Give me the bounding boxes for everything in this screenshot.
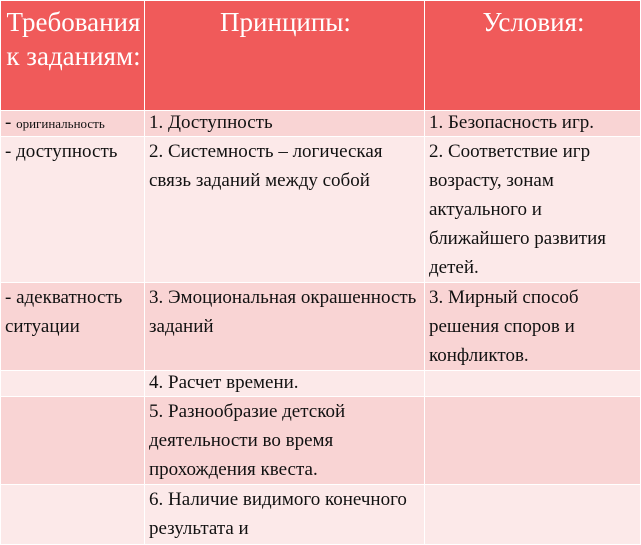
cell-requirement (1, 371, 145, 397)
header-principles: Принципы: (145, 1, 425, 111)
cell-principle: 3. Эмоциональная окрашенность заданий (145, 283, 425, 371)
cell-requirement (1, 397, 145, 485)
cell-requirement (1, 111, 145, 137)
header-conditions: Условия: (425, 1, 641, 111)
cell-principle: 2. Системность – логическая связь заданий между собой (145, 137, 425, 283)
cell-requirement: - адекватность ситуации (1, 283, 145, 371)
cell-condition: 3. Мирный способ решения споров и конфликтов. (425, 283, 641, 371)
table-row (1, 111, 641, 137)
table-row (1, 137, 641, 283)
cell-principle: 1. Доступность (145, 111, 425, 137)
cell-requirement-dash: - (5, 112, 17, 133)
cell-principle: 6. Наличие видимого конечного результата и (145, 485, 425, 545)
cell-condition (425, 485, 641, 545)
cell-condition: 2. Соответствие игр возрасту, зонам актуального и ближайшего развития детей. (425, 137, 641, 283)
cell-condition (425, 397, 641, 485)
table-row (1, 283, 641, 371)
table-row (1, 485, 641, 545)
cell-requirement (1, 485, 145, 545)
cell-requirement: - доступность (1, 137, 145, 283)
header-requirements: Требования к заданиям: (1, 1, 145, 111)
header-row (1, 1, 641, 111)
table-row (1, 397, 641, 485)
cell-principle: 5. Разнообразие детской деятельности во время прохождения квеста. (145, 397, 425, 485)
cell-condition (425, 371, 641, 397)
cell-requirement-text: оригинальность (16, 116, 105, 131)
cell-principle: 4. Расчет времени. (145, 371, 425, 397)
table-row (1, 371, 641, 397)
cell-condition: 1. Безопасность игр. (425, 111, 641, 137)
